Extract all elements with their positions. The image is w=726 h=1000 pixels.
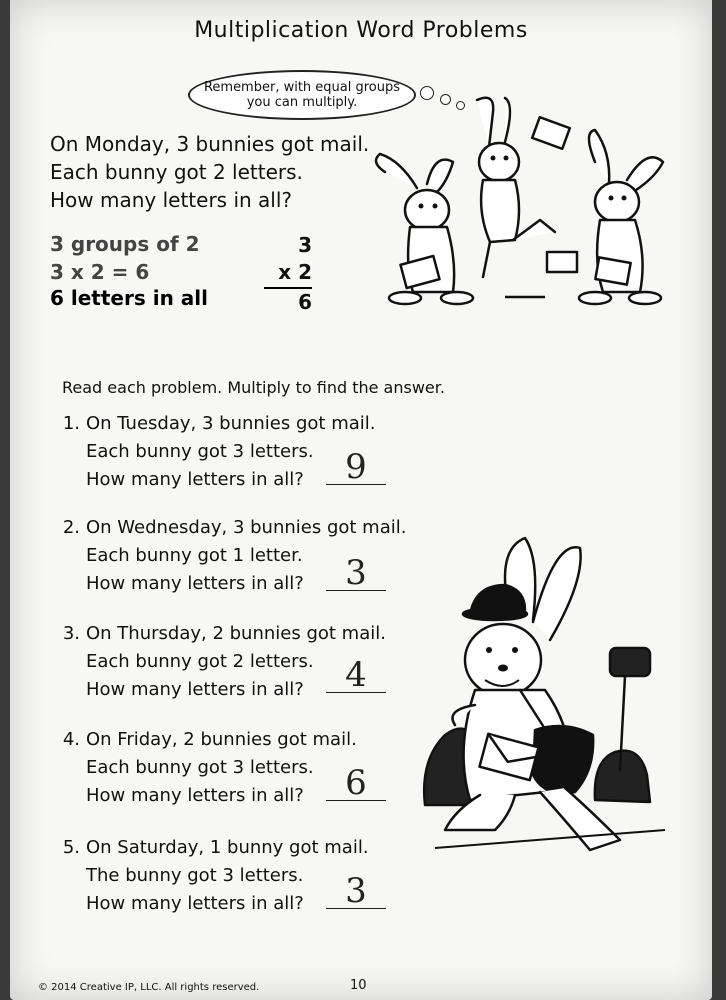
problem-line-3: How many letters in all?	[86, 893, 304, 914]
problem-line-1: On Wednesday, 3 bunnies got mail.	[86, 517, 407, 538]
example-solution	[50, 230, 200, 286]
answer-field[interactable]: 6	[326, 766, 386, 801]
problem-line-2: Each bunny got 3 letters.	[86, 757, 314, 778]
vertical-bottom: x 2	[278, 260, 312, 284]
problem-line-2: Each bunny got 2 letters.	[86, 651, 314, 672]
problem-line-3: How many letters in all?	[86, 785, 304, 806]
vertical-answer: 6	[264, 287, 312, 316]
problem-line-1: On Tuesday, 3 bunnies got mail.	[86, 413, 376, 434]
answer-field[interactable]: 3	[326, 874, 386, 909]
example-groups: 3 groups of 2	[50, 232, 200, 256]
problem-number: 5.	[62, 837, 80, 858]
example-result: 6 letters in all	[50, 286, 208, 310]
problem-line-3: How many letters in all?	[86, 469, 304, 490]
answer-field[interactable]: 3	[326, 556, 386, 591]
problem-number: 3.	[62, 623, 80, 644]
problem-4	[48, 726, 357, 810]
worksheet-page	[10, 0, 712, 1000]
problem-number: 4.	[62, 729, 80, 750]
answer-field[interactable]: 4	[326, 658, 386, 693]
problem-line-3: How many letters in all?	[86, 679, 304, 700]
answer-field[interactable]: 9	[326, 450, 386, 485]
problem-number: 1.	[62, 413, 80, 434]
three-bunnies-illustration	[365, 92, 685, 307]
example-problem	[50, 130, 369, 214]
example-line-2: Each bunny got 2 letters.	[50, 160, 303, 184]
mail-carrier-bunny-illustration	[415, 530, 685, 865]
problem-line-2: Each bunny got 3 letters.	[86, 441, 314, 462]
bubble-line-2: you can multiply.	[246, 95, 358, 110]
page-number: 10	[350, 978, 367, 993]
problem-5	[48, 834, 369, 918]
copyright-notice: © 2014 Creative IP, LLC. All rights reserved.	[38, 982, 260, 993]
problem-line-1: On Thursday, 2 bunnies got mail.	[86, 623, 386, 644]
vertical-top: 3	[298, 233, 312, 257]
example-equation: 3 x 2 = 6	[50, 260, 150, 284]
problem-line-2: Each bunny got 1 letter.	[86, 545, 303, 566]
page-title: Multiplication Word Problems	[194, 18, 528, 43]
problem-line-2: The bunny got 3 letters.	[86, 865, 304, 886]
vertical-multiplication	[264, 232, 312, 316]
problem-line-3: How many letters in all?	[86, 573, 304, 594]
example-line-1: On Monday, 3 bunnies got mail.	[50, 132, 370, 156]
problem-line-1: On Saturday, 1 bunny got mail.	[86, 837, 369, 858]
problem-line-1: On Friday, 2 bunnies got mail.	[86, 729, 357, 750]
example-line-3: How many letters in all?	[50, 188, 293, 212]
problem-number: 2.	[62, 517, 80, 538]
bubble-line-1: Remember, with equal groups	[203, 80, 401, 95]
instructions: Read each problem. Multiply to find the answer.	[62, 378, 445, 397]
